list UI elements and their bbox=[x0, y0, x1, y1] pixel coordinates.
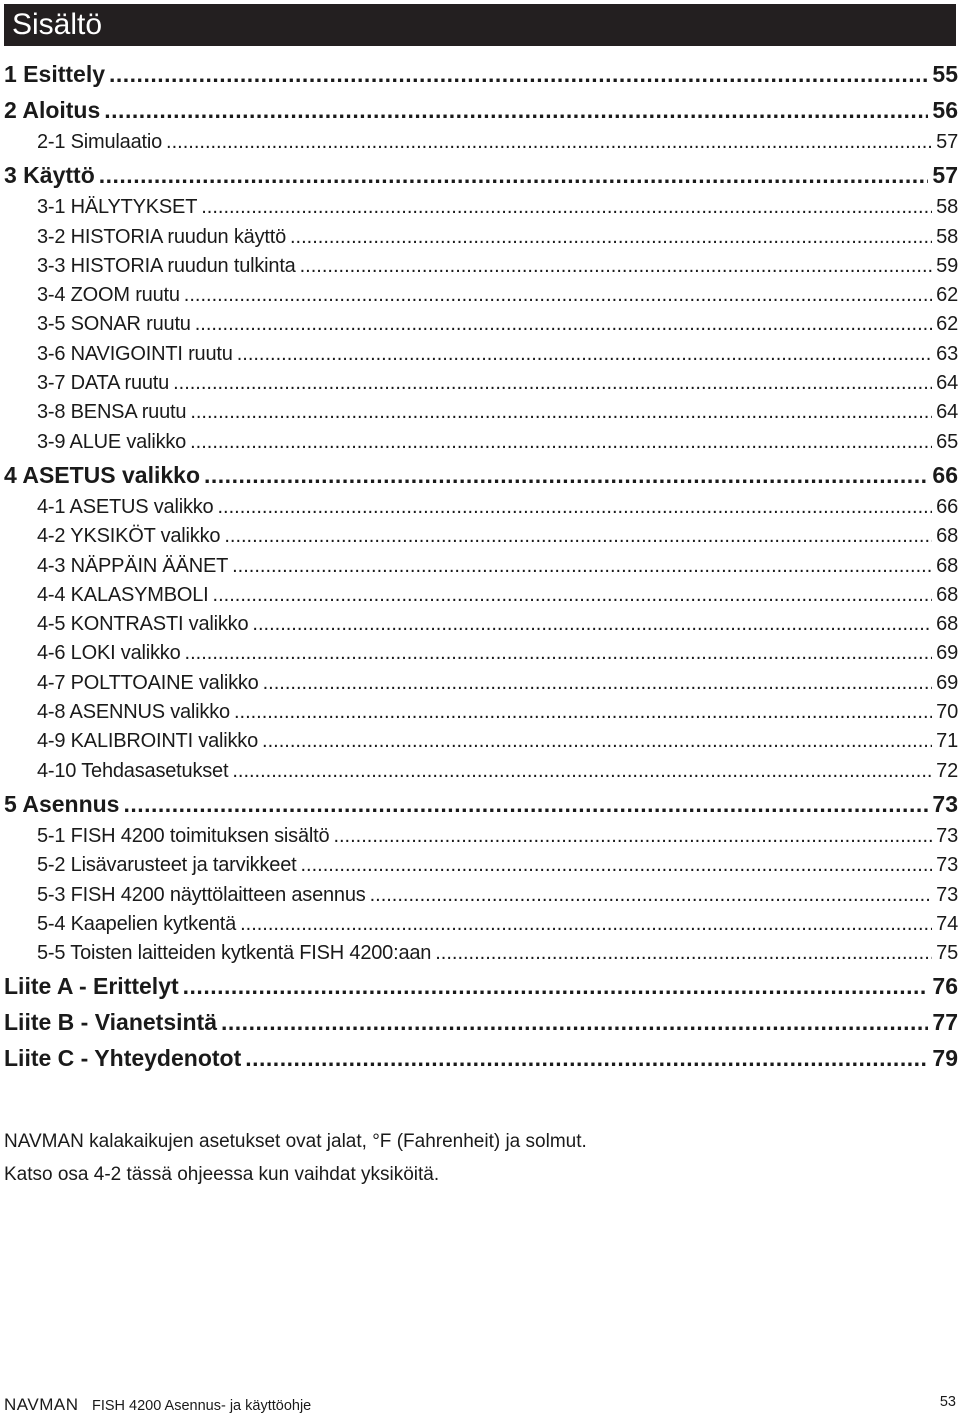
contents-header-banner bbox=[4, 4, 956, 46]
toc-entry-title: 4-9 KALIBROINTI valikko bbox=[37, 730, 259, 753]
toc-chapter-entry[interactable] bbox=[4, 457, 958, 493]
toc-dot-leader bbox=[173, 369, 932, 398]
toc-entry-title: 5-5 Toisten laitteiden kytkentä FISH 4200:aan bbox=[37, 942, 432, 965]
page-footer bbox=[4, 1394, 958, 1416]
units-change-note: Katso osa 4-2 tässä ohjeessa kun vaihdat yksiköitä. bbox=[4, 1164, 440, 1185]
toc-dot-leader bbox=[224, 522, 932, 551]
toc-entry-title: 5-2 Lisävarusteet ja tarvikkeet bbox=[37, 854, 297, 877]
toc-dot-leader bbox=[333, 822, 932, 851]
toc-entry-page: 74 bbox=[936, 912, 958, 935]
toc-dot-leader bbox=[262, 727, 932, 756]
toc-entry-title: 3-3 HISTORIA ruudun tulkinta bbox=[37, 254, 296, 277]
toc-entry-page: 68 bbox=[936, 554, 958, 577]
toc-dot-leader bbox=[217, 493, 932, 522]
toc-dot-leader bbox=[435, 939, 932, 968]
units-note: NAVMAN kalakaikujen asetukset ovat jalat, °F (Fahrenheit) ja solmut. bbox=[4, 1131, 587, 1152]
toc-dot-leader bbox=[183, 968, 929, 1004]
toc-dot-leader bbox=[195, 310, 932, 339]
toc-dot-leader bbox=[232, 757, 932, 786]
toc-dot-leader bbox=[237, 340, 932, 369]
toc-entry-page: 79 bbox=[932, 1045, 958, 1072]
toc-dot-leader bbox=[190, 428, 932, 457]
toc-entry-title: 3-5 SONAR ruutu bbox=[37, 313, 191, 336]
toc-dot-leader bbox=[166, 128, 932, 157]
toc-chapter-entry[interactable] bbox=[4, 92, 958, 128]
toc-dot-leader bbox=[300, 851, 932, 880]
toc-entry-page: 57 bbox=[936, 131, 958, 153]
toc-entry-page: 59 bbox=[936, 254, 958, 277]
toc-dot-leader bbox=[263, 669, 933, 698]
toc-entry-page: 73 bbox=[936, 883, 958, 906]
toc-entry-page: 62 bbox=[936, 313, 958, 336]
toc-entry-page: 73 bbox=[936, 854, 958, 877]
toc-entry-title: 3 Käyttö bbox=[4, 162, 95, 189]
toc-dot-leader bbox=[104, 92, 928, 128]
toc-entry-title: 4-3 NÄPPÄIN ÄÄNET bbox=[37, 554, 229, 577]
toc-entry-title: 5-4 Kaapelien kytkentä bbox=[37, 912, 237, 935]
toc-section-entry[interactable] bbox=[4, 822, 958, 851]
toc-entry-title: Liite A - Erittelyt bbox=[4, 973, 179, 1000]
toc-entry-title: 5-1 FISH 4200 toimituksen sisältö bbox=[37, 824, 330, 847]
document-title: FISH 4200 Asennus- ja käyttöohje bbox=[92, 1398, 312, 1414]
toc-section-entry[interactable] bbox=[4, 223, 958, 252]
toc-dot-leader bbox=[252, 610, 932, 639]
toc-dot-leader bbox=[201, 193, 932, 222]
toc-section-entry[interactable] bbox=[4, 757, 958, 786]
toc-entry-title: 4-8 ASENNUS valikko bbox=[37, 701, 230, 724]
toc-section-entry[interactable] bbox=[4, 281, 958, 310]
toc-dot-leader bbox=[185, 639, 933, 668]
toc-section-entry[interactable] bbox=[4, 851, 958, 880]
toc-entry-page: 66 bbox=[936, 495, 958, 518]
toc-entry-title: 3-7 DATA ruutu bbox=[37, 372, 170, 395]
toc-dot-leader bbox=[300, 252, 933, 281]
toc-entry-page: 69 bbox=[936, 671, 958, 694]
toc-section-entry[interactable] bbox=[4, 610, 958, 639]
toc-dot-leader bbox=[234, 698, 932, 727]
toc-entry-page: 71 bbox=[936, 730, 958, 753]
toc-entry-title: Liite C - Yhteydenotot bbox=[4, 1045, 242, 1072]
toc-section-entry[interactable] bbox=[4, 698, 958, 727]
toc-entry-page: 63 bbox=[936, 342, 958, 365]
toc-entry-page: 70 bbox=[936, 701, 958, 724]
toc-section-entry[interactable] bbox=[4, 398, 958, 427]
toc-chapter-entry[interactable] bbox=[4, 56, 958, 92]
toc-dot-leader bbox=[290, 223, 932, 252]
units-notes bbox=[4, 1125, 587, 1191]
toc-section-entry[interactable] bbox=[4, 727, 958, 756]
toc-entry-page: 68 bbox=[936, 583, 958, 606]
toc-entry-title: 2 Aloitus bbox=[4, 97, 101, 123]
toc-entry-page: 73 bbox=[936, 824, 958, 847]
toc-section-entry[interactable] bbox=[4, 581, 958, 610]
toc-section-entry[interactable] bbox=[4, 193, 958, 222]
toc-dot-leader bbox=[221, 1004, 928, 1040]
toc-entry-page: 65 bbox=[936, 430, 958, 453]
toc-chapter-entry[interactable] bbox=[4, 968, 958, 1004]
toc-entry-title: 1 Esittely bbox=[4, 61, 105, 87]
toc-dot-leader bbox=[190, 398, 932, 427]
toc-entry-title: 3-4 ZOOM ruutu bbox=[37, 284, 180, 307]
toc-entry-page: 58 bbox=[936, 225, 958, 248]
toc-entry-title: Liite B - Vianetsintä bbox=[4, 1009, 218, 1036]
toc-chapter-entry[interactable] bbox=[4, 1040, 958, 1076]
toc-entry-title: 4 ASETUS valikko bbox=[4, 461, 201, 488]
toc-entry-title: 2-1 Simulaatio bbox=[37, 131, 163, 153]
toc-entry-title: 4-10 Tehdasasetukset bbox=[37, 759, 229, 782]
toc-section-entry[interactable] bbox=[4, 128, 958, 157]
brand-logo: NAVMAN bbox=[4, 1395, 79, 1414]
toc-section-entry[interactable] bbox=[4, 881, 958, 910]
toc-section-entry[interactable] bbox=[4, 310, 958, 339]
toc-entry-page: 77 bbox=[932, 1009, 958, 1036]
toc-entry-page: 62 bbox=[936, 284, 958, 307]
toc-section-entry[interactable] bbox=[4, 493, 958, 522]
toc-dot-leader bbox=[370, 881, 933, 910]
toc-entry-title: 4-7 POLTTOAINE valikko bbox=[37, 671, 259, 694]
toc-entry-title: 4-1 ASETUS valikko bbox=[37, 495, 214, 518]
toc-chapter-entry[interactable] bbox=[4, 1004, 958, 1040]
toc-chapter-entry[interactable] bbox=[4, 786, 958, 822]
toc-entry-title: 4-2 YKSIKÖT valikko bbox=[37, 525, 221, 548]
toc-entry-page: 57 bbox=[932, 162, 958, 189]
toc-entry-title: 4-6 LOKI valikko bbox=[37, 642, 181, 665]
toc-entry-page: 76 bbox=[932, 973, 958, 1000]
toc-section-entry[interactable] bbox=[4, 639, 958, 668]
table-of-contents bbox=[4, 56, 958, 1076]
toc-dot-leader bbox=[213, 581, 933, 610]
toc-entry-page: 68 bbox=[936, 525, 958, 548]
toc-entry-page: 73 bbox=[932, 790, 958, 817]
toc-dot-leader bbox=[245, 1040, 928, 1076]
toc-entry-title: 5 Asennus bbox=[4, 790, 120, 817]
toc-entry-page: 64 bbox=[936, 372, 958, 395]
toc-entry-title: 4-5 KONTRASTI valikko bbox=[37, 613, 249, 636]
toc-entry-page: 68 bbox=[936, 613, 958, 636]
toc-dot-leader bbox=[232, 552, 932, 581]
toc-dot-leader bbox=[99, 157, 929, 193]
page-number: 53 bbox=[939, 1394, 956, 1410]
toc-dot-leader bbox=[204, 457, 928, 493]
toc-entry-page: 72 bbox=[936, 759, 958, 782]
toc-entry-title: 3-2 HISTORIA ruudun käyttö bbox=[37, 225, 286, 248]
toc-entry-title: 4-4 KALASYMBOLI bbox=[37, 583, 209, 606]
toc-entry-page: 69 bbox=[936, 642, 958, 665]
toc-section-entry[interactable] bbox=[4, 252, 958, 281]
toc-entry-title: 3-9 ALUE valikko bbox=[37, 430, 187, 453]
toc-entry-page: 75 bbox=[936, 942, 958, 965]
page-title: Sisältö bbox=[12, 8, 103, 41]
toc-entry-title: 5-3 FISH 4200 näyttölaitteen asennus bbox=[37, 883, 366, 906]
toc-entry-title: 3-1 HÄLYTYKSET bbox=[37, 196, 198, 219]
toc-dot-leader bbox=[240, 910, 932, 939]
toc-chapter-entry[interactable] bbox=[4, 157, 958, 193]
toc-section-entry[interactable] bbox=[4, 552, 958, 581]
toc-dot-leader bbox=[109, 56, 928, 92]
toc-entry-page: 58 bbox=[936, 196, 958, 219]
toc-dot-leader bbox=[123, 786, 928, 822]
toc-entry-page: 56 bbox=[932, 97, 958, 123]
toc-section-entry[interactable] bbox=[4, 522, 958, 551]
toc-section-entry[interactable] bbox=[4, 939, 958, 968]
toc-section-entry[interactable] bbox=[4, 910, 958, 939]
toc-entry-title: 3-8 BENSA ruutu bbox=[37, 401, 187, 424]
toc-section-entry[interactable] bbox=[4, 369, 958, 398]
toc-section-entry[interactable] bbox=[4, 669, 958, 698]
toc-entry-page: 66 bbox=[932, 461, 958, 488]
toc-entry-page: 64 bbox=[936, 401, 958, 424]
toc-section-entry[interactable] bbox=[4, 428, 958, 457]
toc-section-entry[interactable] bbox=[4, 340, 958, 369]
toc-dot-leader bbox=[184, 281, 932, 310]
toc-entry-page: 55 bbox=[932, 61, 958, 87]
toc-entry-title: 3-6 NAVIGOINTI ruutu bbox=[37, 342, 233, 365]
